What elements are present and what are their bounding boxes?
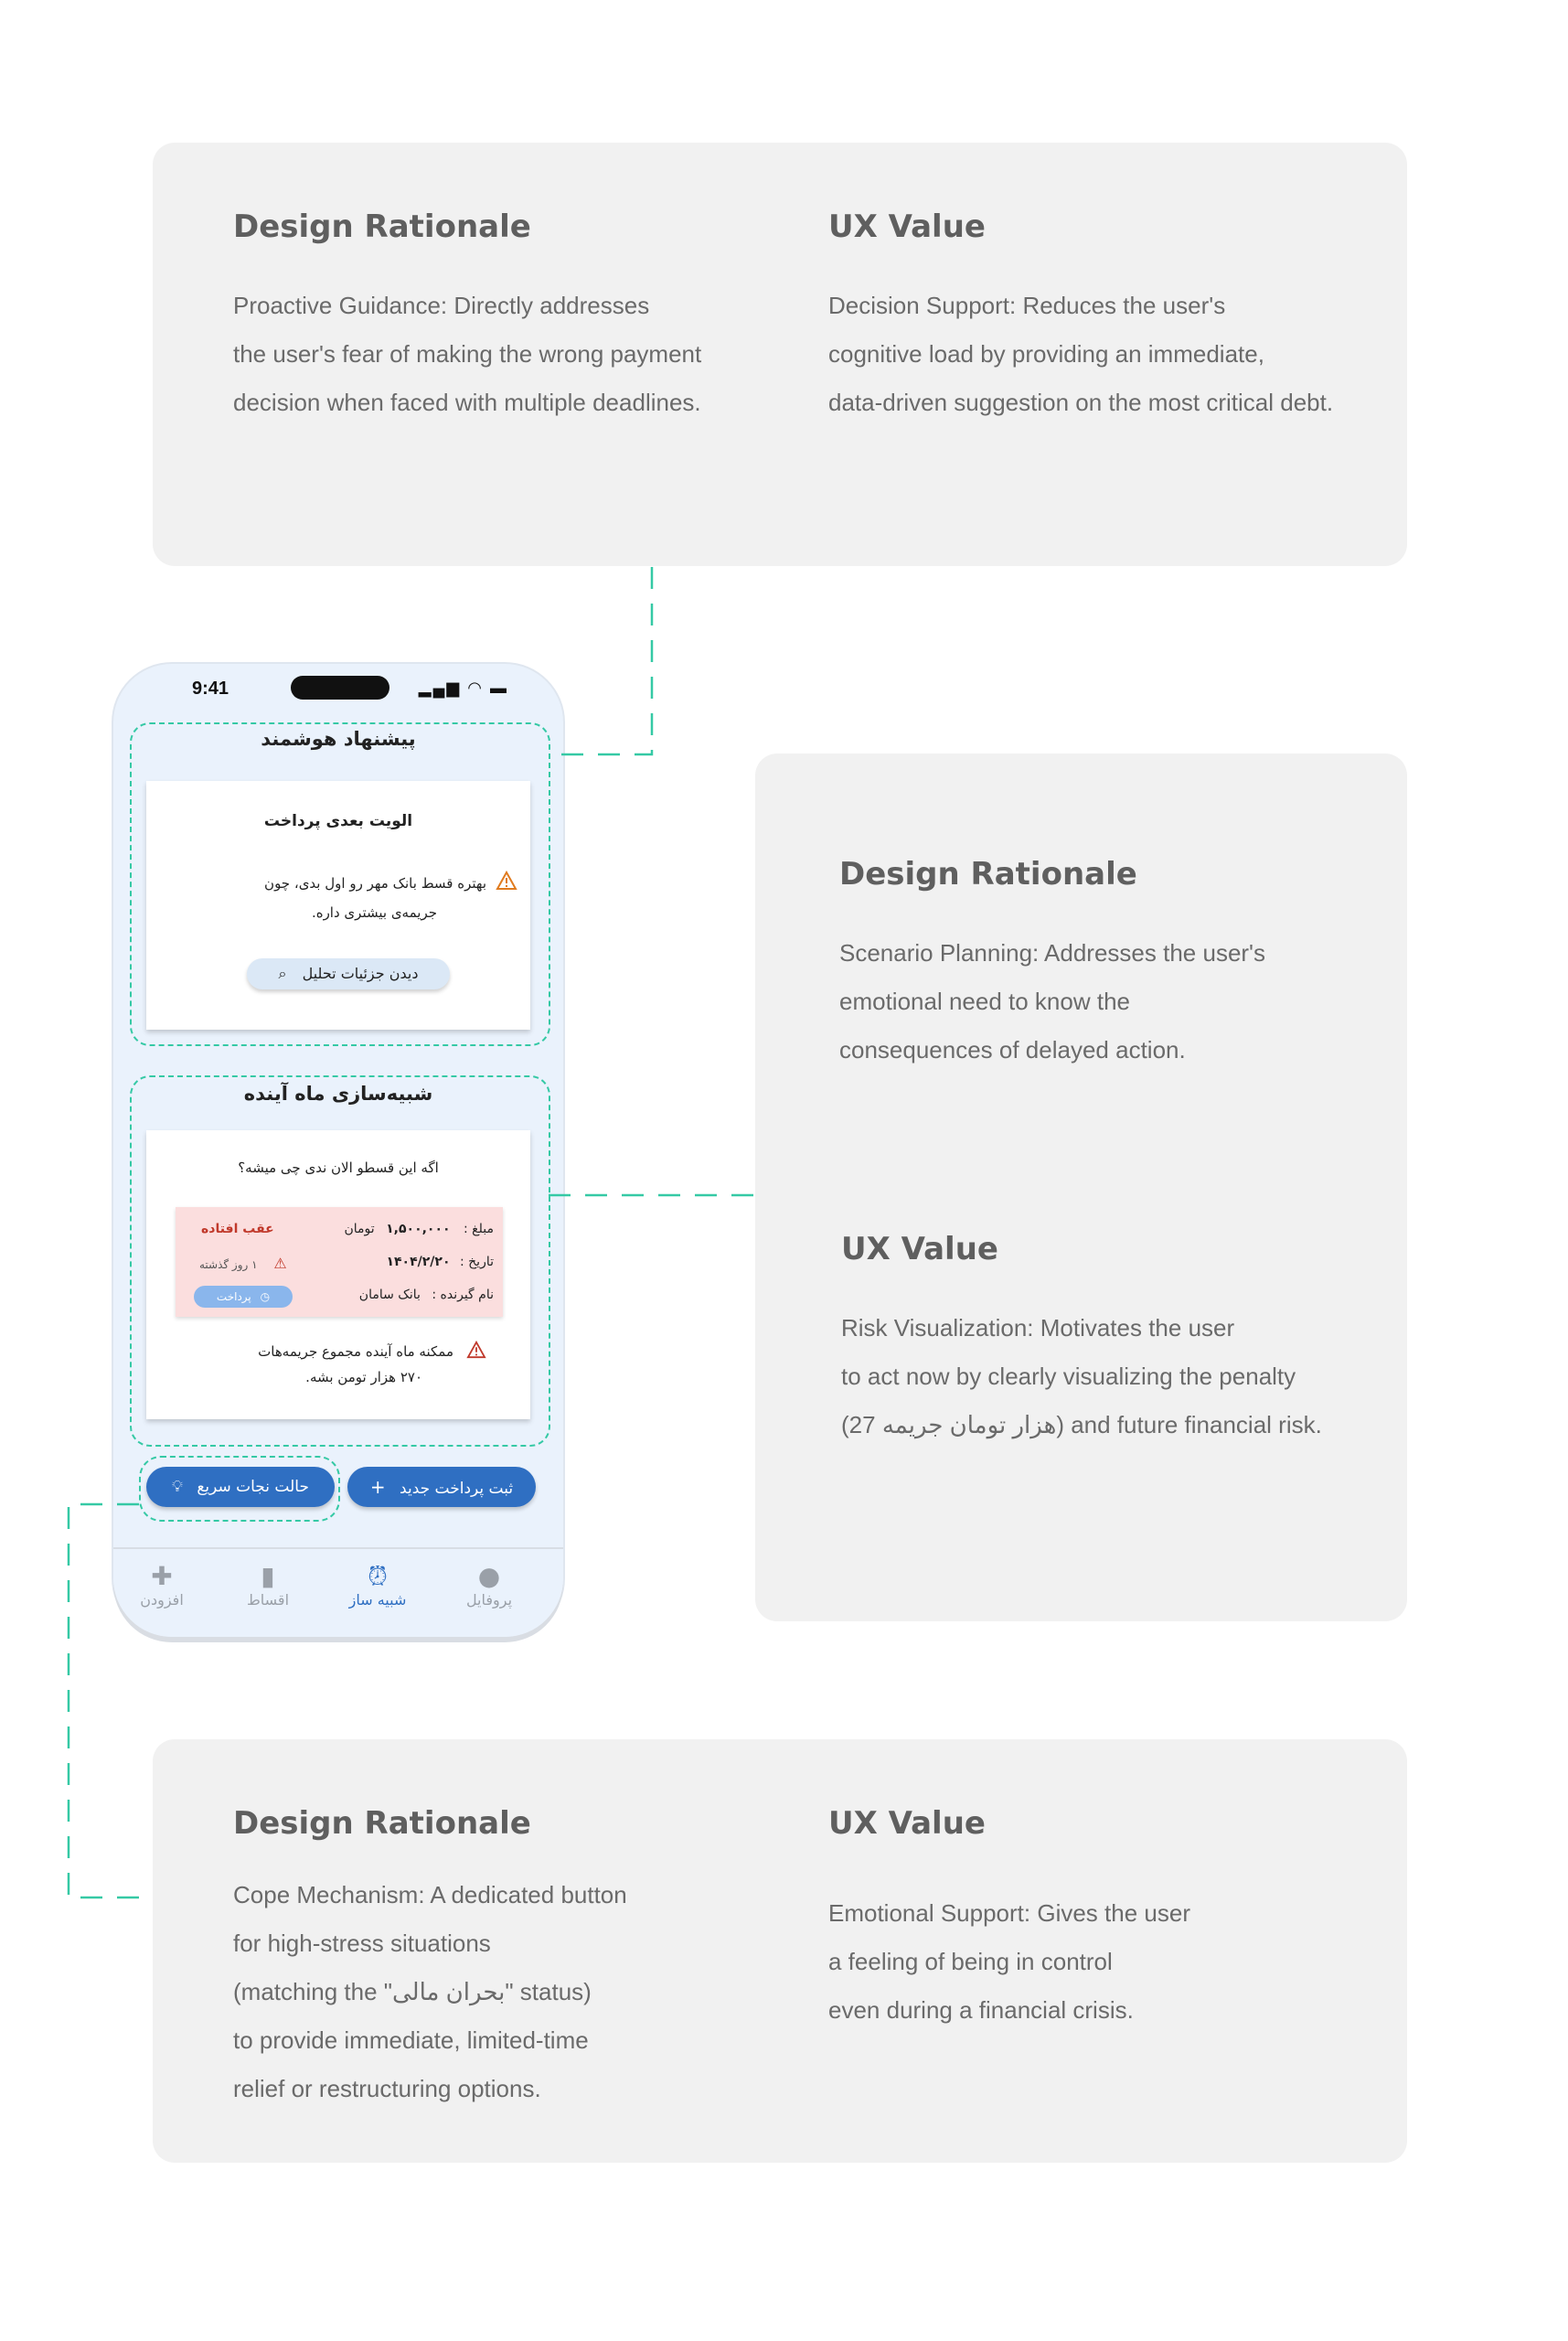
text-line: (matching the "بحران مالی" status) (233, 1978, 592, 2005)
amount-label: مبلغ : (464, 1222, 494, 1236)
book-icon: ▮ (261, 1561, 275, 1591)
overdue-text: ۱ روز گذشته (199, 1258, 258, 1271)
rationale-text (233, 282, 782, 427)
text-line: decision when faced with multiple deadlines. (233, 389, 701, 416)
top-rationale-column (233, 208, 782, 427)
signal-icon: ▂▄▆ (418, 679, 462, 697)
text-line: Decision Support: Reduces the user's (828, 292, 1226, 319)
tab-simulator[interactable] (336, 1562, 419, 1609)
text-line: Proactive Guidance: Directly addresses (233, 292, 650, 319)
text-line: Cope Mechanism: A dedicated button (233, 1881, 627, 1908)
text-line: even during a financial crisis. (828, 1996, 1134, 2024)
tab-installments[interactable] (227, 1562, 309, 1609)
ux-text (841, 1304, 1390, 1449)
text-line: a feeling of being in control (828, 1948, 1113, 1975)
top-ux-column (828, 208, 1377, 427)
text-line: consequences of delayed action. (839, 1036, 1186, 1064)
text-line: relief or restructuring options. (233, 2075, 541, 2102)
amount-value: ۱,۵۰۰,۰۰۰ (386, 1222, 451, 1236)
tab-add[interactable] (121, 1562, 203, 1609)
quick-rescue-highlight (139, 1456, 340, 1522)
mid-rationale-column (839, 856, 1388, 1074)
button-label: دیدن جزئیات تحلیل (302, 965, 419, 982)
text-line: Emotional Support: Gives the user (828, 1899, 1190, 1927)
priority-title: الویت بعدی پرداخت (263, 812, 413, 830)
recipient-value: بانک سامان (358, 1288, 421, 1302)
bottom-tab-bar (113, 1547, 563, 1637)
button-label: ثبت پرداخت جدید (400, 1480, 514, 1498)
ux-heading: UX Value (841, 1231, 998, 1267)
smart-suggestion-highlight (130, 722, 550, 1046)
wifi-icon: ◠ (467, 679, 484, 697)
mid-ux-column (841, 1231, 1390, 1449)
rationale-heading: Design Rationale (233, 1805, 531, 1842)
text-line: to provide immediate, limited-time (233, 2026, 589, 2054)
warning-line: ۲۷۰ هزار تومن بشه. (305, 1369, 422, 1385)
date-label: تاریخ : (459, 1255, 494, 1269)
simulation-highlight (130, 1075, 550, 1447)
warning-line: ممکنه ماه آینده مجموع جریمه‌هات (258, 1343, 453, 1360)
rationale-text (839, 929, 1388, 1074)
text-line: Risk Visualization: Motivates the user (841, 1314, 1235, 1342)
plus-icon: + (369, 1476, 386, 1498)
alert-icon: ⚠ (273, 1255, 287, 1272)
smart-suggestion-title: پیشنهاد هوشمند (261, 728, 416, 750)
rationale-heading: Design Rationale (233, 208, 531, 245)
bottom-explanation-card (153, 1739, 1407, 2163)
amount-unit: تومان (344, 1222, 375, 1236)
tab-label: شبیه ساز (348, 1591, 407, 1609)
status-badge: عقب افتاده (201, 1222, 274, 1236)
clock-icon: ◷ (260, 1290, 271, 1303)
alarm-clock-icon: ⏰︎ (368, 1561, 388, 1591)
message-line: جریمه‌ی بیشتری داره. (311, 904, 437, 921)
text-line: emotional need to know the (839, 988, 1130, 1015)
status-time: 9:41 (192, 679, 229, 699)
rationale-heading: Design Rationale (839, 856, 1137, 893)
text-line: (27 هزار تومان جریمه) and future financial risk. (841, 1411, 1322, 1438)
rationale-text (233, 1871, 782, 2113)
text-line: cognitive load by providing an immediate, (828, 340, 1264, 368)
lightbulb-icon: 💡︎ (172, 1478, 183, 1496)
tab-label: پروفایل (465, 1591, 513, 1609)
tab-profile[interactable] (448, 1562, 530, 1609)
text-line: to act now by clearly visualizing the penalty (841, 1363, 1296, 1390)
tab-label: اقساط (246, 1591, 290, 1609)
ux-text (828, 282, 1377, 427)
text-line: Scenario Planning: Addresses the user's (839, 939, 1266, 967)
text-line: data-driven suggestion on the most critical debt. (828, 389, 1334, 416)
button-label: حالت نجات سریع (197, 1478, 309, 1496)
bottom-ux-column (828, 1805, 1377, 2035)
user-icon: ● (477, 1561, 501, 1591)
top-explanation-card (153, 143, 1407, 566)
ux-heading: UX Value (828, 1805, 986, 1842)
date-value: ۱۴۰۴/۲/۲۰ (386, 1255, 451, 1269)
text-line: the user's fear of making the wrong payment (233, 340, 702, 368)
search-icon: ⌕ (278, 965, 287, 982)
battery-icon: ▬ (490, 679, 508, 697)
status-icons (419, 679, 508, 698)
ux-text (828, 1889, 1377, 2035)
ux-heading: UX Value (828, 208, 986, 245)
recipient-label: نام گیرنده : (432, 1288, 494, 1302)
top-connector (549, 567, 652, 754)
bottom-rationale-column (233, 1805, 782, 2113)
simulation-question: اگه این قسطو الان ندی چی میشه؟ (238, 1160, 439, 1176)
pay-label: پرداخت (216, 1290, 251, 1303)
new-payment-button[interactable] (347, 1467, 536, 1507)
tab-label: افزودن (140, 1591, 184, 1609)
middle-explanation-card (755, 754, 1407, 1621)
plus-icon: ✚ (151, 1561, 173, 1591)
text-line: for high-stress situations (233, 1929, 491, 1957)
dynamic-island (291, 676, 389, 700)
message-line: بهتره قسط بانک مهر رو اول بدی، چون (264, 875, 486, 892)
simulation-title: شبیه‌سازی ماه آینده (243, 1083, 433, 1105)
